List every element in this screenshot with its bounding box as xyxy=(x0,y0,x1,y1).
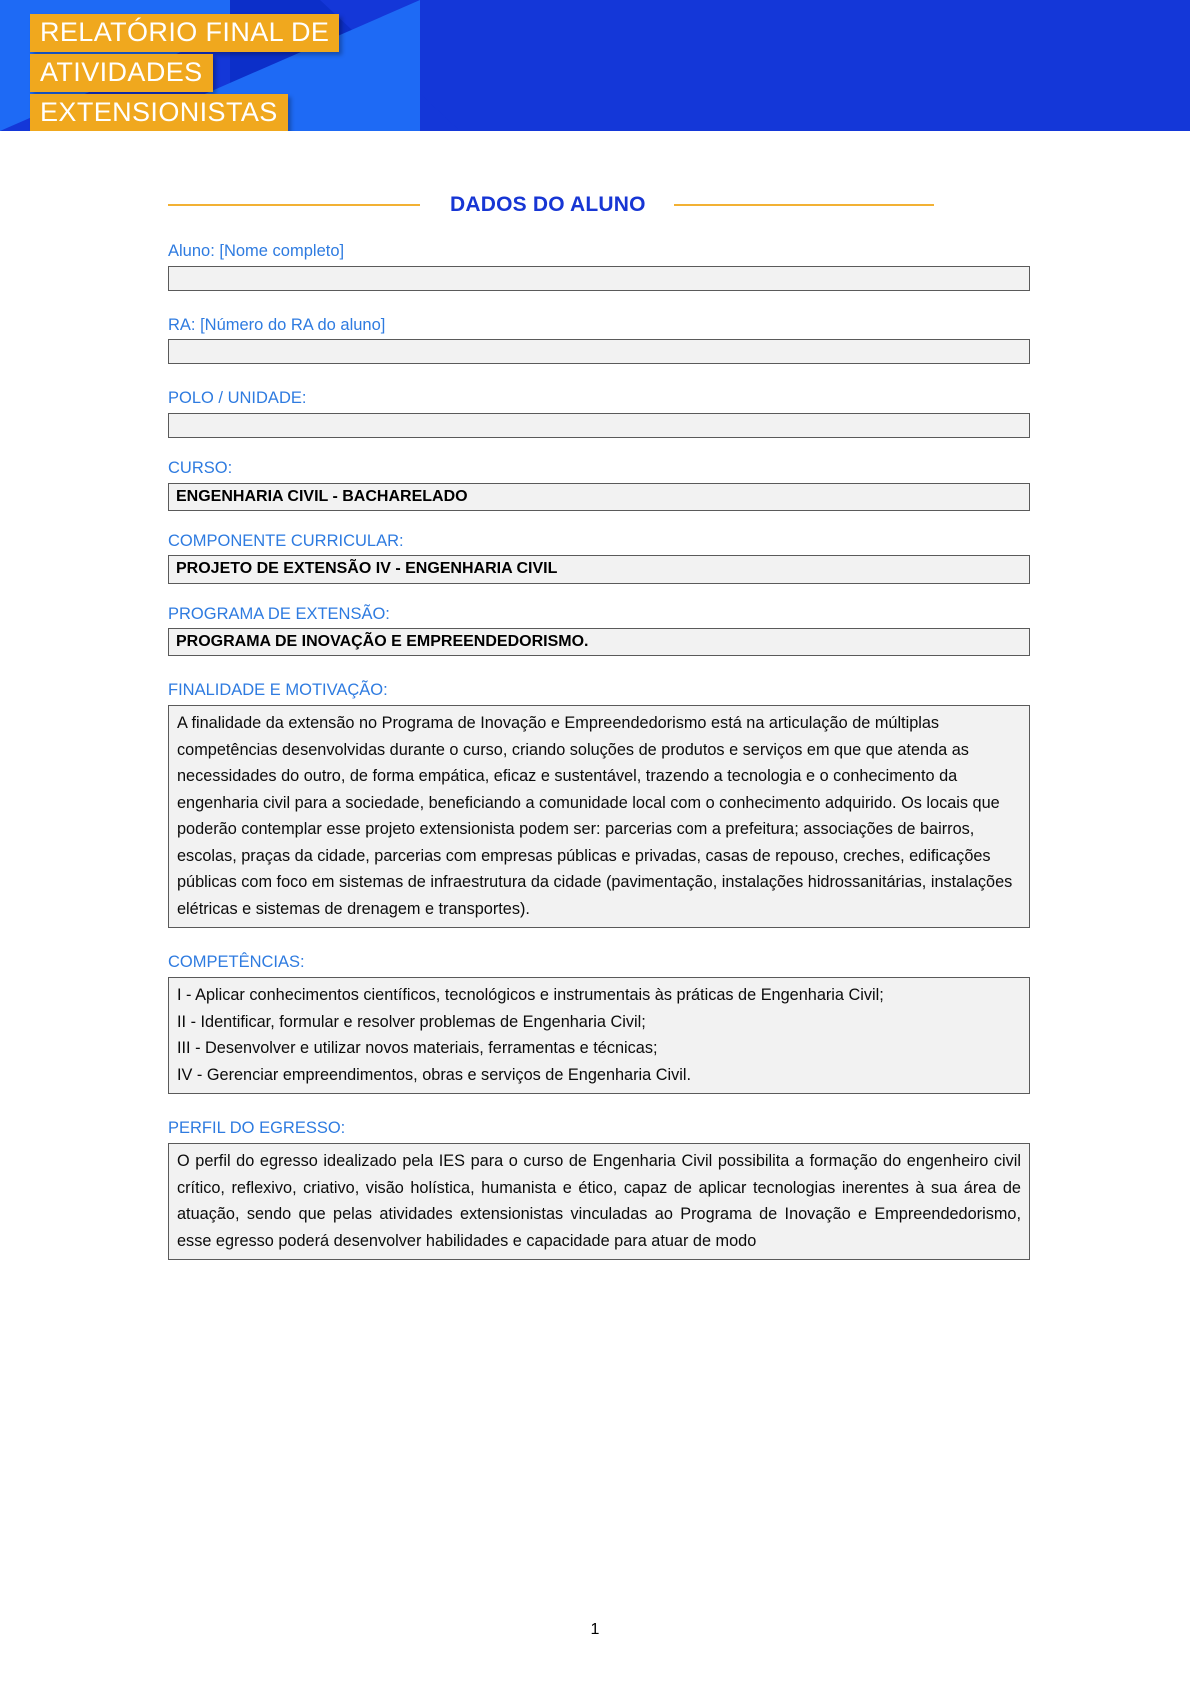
label-finalidade-motivacao: FINALIDADE E MOTIVAÇÃO: xyxy=(168,681,388,700)
label-aluno: Aluno: [Nome completo] xyxy=(168,242,345,260)
document-page xyxy=(0,193,1190,1260)
banner-title-group xyxy=(30,14,339,131)
field-group-componente-curricular xyxy=(168,531,1030,584)
input-polo-unidade[interactable] xyxy=(168,413,1030,438)
field-group-aluno xyxy=(168,241,1030,291)
value-curso: ENGENHARIA CIVIL - BACHARELADO xyxy=(176,487,468,505)
heading-rule-left xyxy=(168,204,420,206)
label-ra: RA: [Número do RA do aluno] xyxy=(168,315,386,334)
value-aluno xyxy=(169,267,1029,274)
textarea-perfil-egresso[interactable] xyxy=(168,1143,1030,1260)
competencia-item-2: II - Identificar, formular e resolver problemas de Engenharia Civil; xyxy=(177,1012,646,1031)
field-group-curso xyxy=(168,458,1030,511)
label-polo-unidade: POLO / UNIDADE: xyxy=(168,389,307,408)
section-heading-dados-do-aluno xyxy=(168,193,1030,217)
value-perfil-egresso: O perfil do egresso idealizado pela IES para o curso de Engenharia Civil possibilita a formação do engenheiro civil crítico, reflexivo, criativo, visão holística, humanista e ético, capaz de aplicar tecnologias inerentes à sua área de atuação, sendo que pelas atividades extensionistas vinculadas ao Programa de Inovação e Empreendedorismo, esse egresso poderá desenvolver habilidades e capacidade para atuar de modo xyxy=(177,1151,1021,1250)
label-programa-extensao: PROGRAMA DE EXTENSÃO: xyxy=(168,604,390,623)
field-group-polo-unidade xyxy=(168,388,1030,438)
field-group-finalidade-motivacao xyxy=(168,680,1030,928)
input-ra[interactable] xyxy=(168,339,1030,364)
banner-title-line-1: RELATÓRIO FINAL DE xyxy=(30,14,339,52)
value-polo-unidade xyxy=(169,414,1029,421)
textarea-competencias[interactable] xyxy=(168,977,1030,1094)
input-componente-curricular[interactable] xyxy=(168,555,1030,583)
label-curso: CURSO: xyxy=(168,458,233,477)
value-programa-extensao: PROGRAMA DE INOVAÇÃO E EMPREENDEDORISMO. xyxy=(176,633,589,651)
field-group-perfil-egresso xyxy=(168,1118,1030,1260)
value-componente-curricular: PROJETO DE EXTENSÃO IV - ENGENHARIA CIVIL xyxy=(176,560,558,578)
banner-title-line-3: EXTENSIONISTAS xyxy=(30,94,288,131)
textarea-finalidade-motivacao[interactable] xyxy=(168,705,1030,929)
competencia-item-3: III - Desenvolver e utilizar novos materiais, ferramentas e técnicas; xyxy=(177,1039,658,1058)
competencia-item-1: I - Aplicar conhecimentos científicos, tecnológicos e instrumentais às práticas de Engenharia Civil; xyxy=(177,986,884,1005)
banner-title-line-2: ATIVIDADES xyxy=(30,54,213,92)
value-ra xyxy=(169,340,1029,347)
label-componente-curricular: COMPONENTE CURRICULAR: xyxy=(168,531,404,550)
page-number-footer: 1 xyxy=(590,1621,600,1638)
competencia-item-4: IV - Gerenciar empreendimentos, obras e serviços de Engenharia Civil. xyxy=(177,1065,692,1084)
document-banner xyxy=(0,0,1190,131)
input-programa-extensao[interactable] xyxy=(168,628,1030,656)
label-perfil-egresso: PERFIL DO EGRESSO: xyxy=(168,1119,346,1138)
field-group-competencias xyxy=(168,952,1030,1094)
field-group-programa-extensao xyxy=(168,604,1030,657)
page-title: DADOS DO ALUNO xyxy=(450,193,646,216)
input-curso[interactable] xyxy=(168,483,1030,511)
input-aluno[interactable] xyxy=(168,266,1030,291)
value-finalidade-motivacao: A finalidade da extensão no Programa de Inovação e Empreendedorismo está na articulação de múltiplas competências desenvolvidas durante o curso, criando soluções de produtos e serviços em que que atenda as necessidades do outro, de forma empática, eficaz e sustentável, trazendo a tecnologia e o conhecimento da engenharia civil para a sociedade, beneficiando a comunidade local com o conhecimento adquirido. Os locais que poderão contemplar esse projeto extensionista podem ser: parcerias com a prefeitura; associações de bairros, escolas, praças da cidade, parcerias com empresas públicas e privadas, casas de repouso, creches, edificações públicas com foco em sistemas de infraestrutura da cidade (pavimentação, instalações hidrossanitárias, instalações elétricas e sistemas de drenagem e transportes). xyxy=(177,713,1013,918)
field-group-ra xyxy=(168,315,1030,365)
label-competencias: COMPETÊNCIAS: xyxy=(168,953,305,972)
heading-rule-right xyxy=(674,204,934,206)
